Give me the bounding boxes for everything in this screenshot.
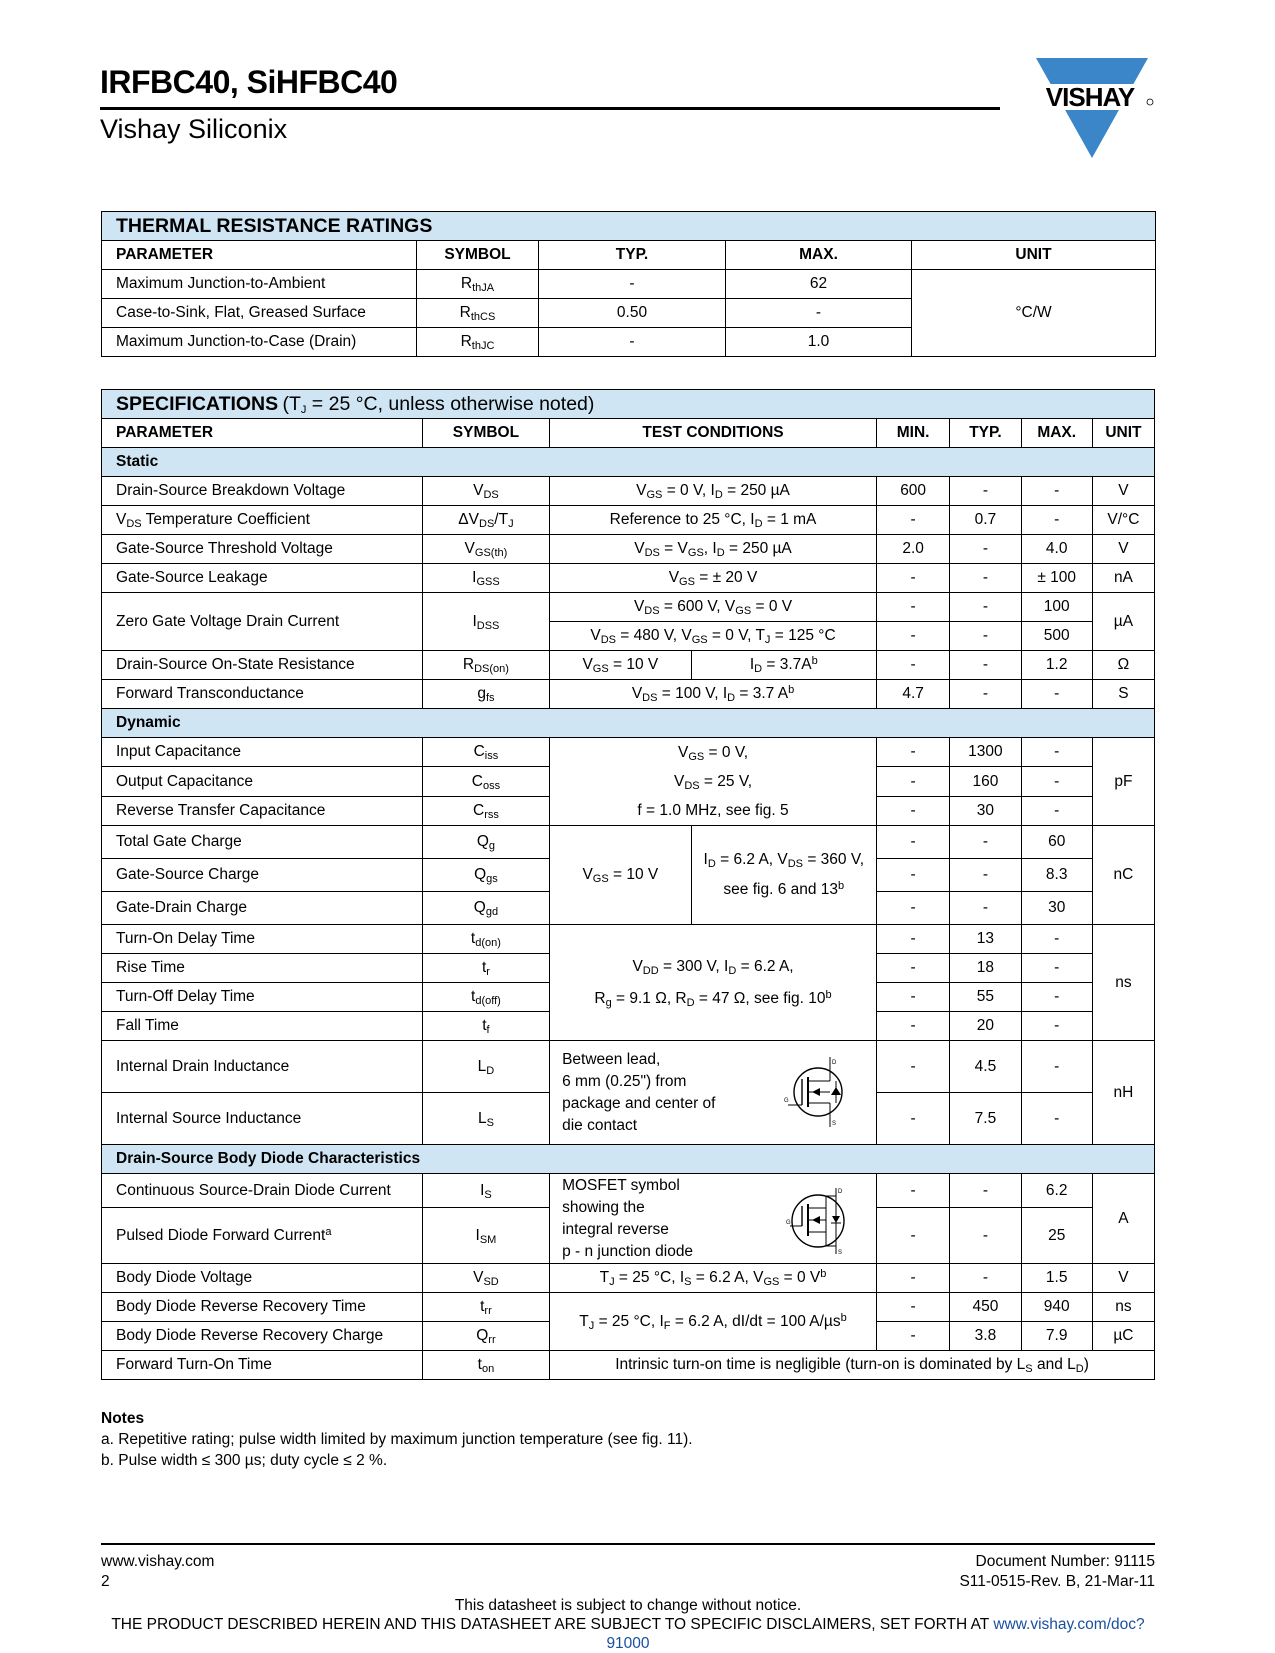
table-row: Body Diode Voltage $V_{SD}$ $T_J = 25$ °C, $I_S = 6.2$ A, $V_{GS} = 0$ $V^b$ - - 1.5 V [102,1264,1155,1293]
revision: S11-0515-Rev. B, 21-Mar-11 [959,1573,1155,1590]
col-header-min: MIN. [876,419,949,448]
svg-text:S: S [837,1250,842,1256]
thermal-unit: °C/W [912,270,1156,357]
table-row: Forward Transconductance $g_{fs}$ $V_{DS} = 100$ V, $I_D = 3.7$ $A^b$ 4.7 - - S [102,680,1155,709]
header-rule [100,107,1000,110]
table-row: Body Diode Reverse Recovery Time $t_{rr}$ $T_J = 25$ °C, $I_F = 6.2$ A, dI/dt = 100 A/µs$^b$ - 450 940 ns [102,1293,1155,1322]
specifications-table [101,389,1155,1380]
document-subtitle: Vishay Siliconix [100,114,288,144]
table-row: Reverse Transfer Capacitance $C_{rss}$ - 30 - [102,796,1155,825]
svg-text:D: D [837,1189,843,1195]
table-row: Total Gate Charge $Q_g$ $V_{GS} = 10$ V $I_D = 6.2$ A, $V_{DS} = 360$ V, see fig. 6 and 13$^b$ - - 60 nC [102,826,1155,859]
svg-text:S: S [831,1121,836,1127]
col-header-unit: UNIT [1092,419,1154,448]
col-header-unit: UNIT [912,241,1156,270]
table-row: Internal Source Inductance $L_S$ - 7.5 - [102,1093,1155,1145]
page-number: 2 [101,1573,110,1590]
document-title: IRFBC40, SiHFBC40 [100,64,398,100]
notes [101,1408,693,1471]
section-dynamic: Dynamic [102,709,1155,738]
mosfet-symbol-icon [784,1057,848,1127]
disclaimer: THE PRODUCT DESCRIBED HEREIN AND THIS DATASHEET ARE SUBJECT TO SPECIFIC DISCLAIMERS, SET FORTH AT www.vishay.com/doc?91000 [111,1616,1145,1652]
table-row: Continuous Source-Drain Diode Current $I_S$ MOSFET symbol showing the integral reverse p - n junction diode D G S - - 6.2 A [102,1174,1155,1208]
table-row: Gate-Source Threshold Voltage $V_{GS(th)}$ $V_{DS} = V_{GS}$, $I_D = 250$ µA 2.0 - 4.0 V [102,535,1155,564]
table-row: Zero Gate Voltage Drain Current $I_{DSS}$ $V_{DS} = 600$ V, $V_{GS} = 0$ V - - 100 µA [102,593,1155,622]
table-row: Forward Turn-On Time $t_{on}$ Intrinsic turn-on time is negligible (turn-on is dominated by $L_S$ and $L_D$) [102,1351,1155,1380]
thermal-resistance-table [101,211,1156,357]
table-row: Output Capacitance $C_{oss}$ - 160 - [102,767,1155,796]
spec-table-title: SPECIFICATIONS ($T_J = 25$ °C, unless otherwise noted) [102,390,1155,419]
col-header-symbol: SYMBOL [417,241,539,270]
table-row: Turn-On Delay Time $t_{d(on)}$ $V_{DD} = 300$ V, $I_D = 6.2$ A, $R_g = 9.1$ Ω, $R_D = 47$ Ω, see fig. 10$^b$ - 13 - ns [102,925,1155,954]
change-notice: This datasheet is subject to change without notice. [454,1597,802,1614]
document-number: Document Number: 91115 [975,1553,1155,1570]
notes-title: Notes [101,1410,145,1427]
col-header-parameter: PARAMETER [102,419,423,448]
table-row: Body Diode Reverse Recovery Charge $Q_{rr}$ - 3.8 7.9 µC [102,1322,1155,1351]
table-row: Drain-Source On-State Resistance $R_{DS(on)}$ $V_{GS} = 10$ V $I_D = 3.7A^b$ - - 1.2 Ω [102,651,1155,680]
table-row: Case-to-Sink, Flat, Greased Surface $R_{thCS}$ 0.50 - [102,299,1156,328]
svg-text:D: D [831,1060,837,1066]
table-row: Maximum Junction-to-Ambient $R_{thJA}$ - 62 °C/W [102,270,1156,299]
section-diode: Drain-Source Body Diode Characteristics [102,1145,1155,1174]
mosfet-diode-symbol-icon [786,1186,850,1256]
thermal-table-title: THERMAL RESISTANCE RATINGS [102,212,1156,241]
table-row: Gate-Source Leakage $I_{GSS}$ $V_{GS}$ = ± 20 V - - ± 100 nA [102,564,1155,593]
col-header-symbol: SYMBOL [422,419,549,448]
table-row: Fall Time $t_f$ - 20 - [102,1012,1155,1041]
table-row: Gate-Source Charge $Q_{gs}$ - - 8.3 [102,859,1155,892]
vishay-logo [1030,58,1154,162]
col-header-test-conditions: TEST CONDITIONS [550,419,877,448]
table-row: Drain-Source Breakdown Voltage $V_{DS}$ $V_{GS} = 0$ V, $I_D = 250$ µA 600 - - V [102,477,1155,506]
col-header-typ: TYP. [950,419,1021,448]
table-row: Maximum Junction-to-Case (Drain) $R_{thJC}$ - 1.0 [102,328,1156,357]
section-static: Static [102,448,1155,477]
col-header-typ: TYP. [539,241,726,270]
disclaimer-link[interactable]: www.vishay.com/doc?91000 [606,1616,1145,1652]
note-a: a. Repetitive rating; pulse width limited by maximum junction temperature (see fig. 11). [101,1431,693,1448]
col-header-max: MAX. [1021,419,1092,448]
table-row: Gate-Drain Charge $Q_{gd}$ - - 30 [102,892,1155,925]
logo-text: VISHAY [1045,82,1135,112]
note-b: b. Pulse width ≤ 300 µs; duty cycle ≤ 2 %. [101,1452,388,1469]
footer-url: www.vishay.com [101,1553,215,1570]
svg-text:G: G [783,1098,789,1104]
table-row: Turn-Off Delay Time $t_{d(off)}$ - 55 - [102,983,1155,1012]
table-row: $V_{DS} = 480$ V, $V_{GS} = 0$ V, $T_J = 125$ °C - - 500 [102,622,1155,651]
footer-rule [101,1543,1155,1545]
table-row: $V_{DS}$ Temperature Coefficient $\Delta V_{DS}/T_J$ Reference to 25 °C, $I_D = 1$ mA - 0.7 - V/°C [102,506,1155,535]
table-row: Internal Drain Inductance $L_D$ Between lead, 6 mm (0.25") from package and center of die contact D G S - 4.5 - nH [102,1041,1155,1093]
table-row: Input Capacitance $C_{iss}$ $V_{GS} = 0$ V, $V_{DS} = 25$ V, f = 1.0 MHz, see fig. 5 - 1300 - pF [102,738,1155,767]
col-header-parameter: PARAMETER [102,241,417,270]
col-header-max: MAX. [726,241,912,270]
table-row: Rise Time $t_r$ - 18 - [102,954,1155,983]
table-row: Pulsed Diode Forward Current$^a$ $I_{SM}$ - - 25 [102,1208,1155,1264]
svg-text:G: G [785,1220,791,1226]
